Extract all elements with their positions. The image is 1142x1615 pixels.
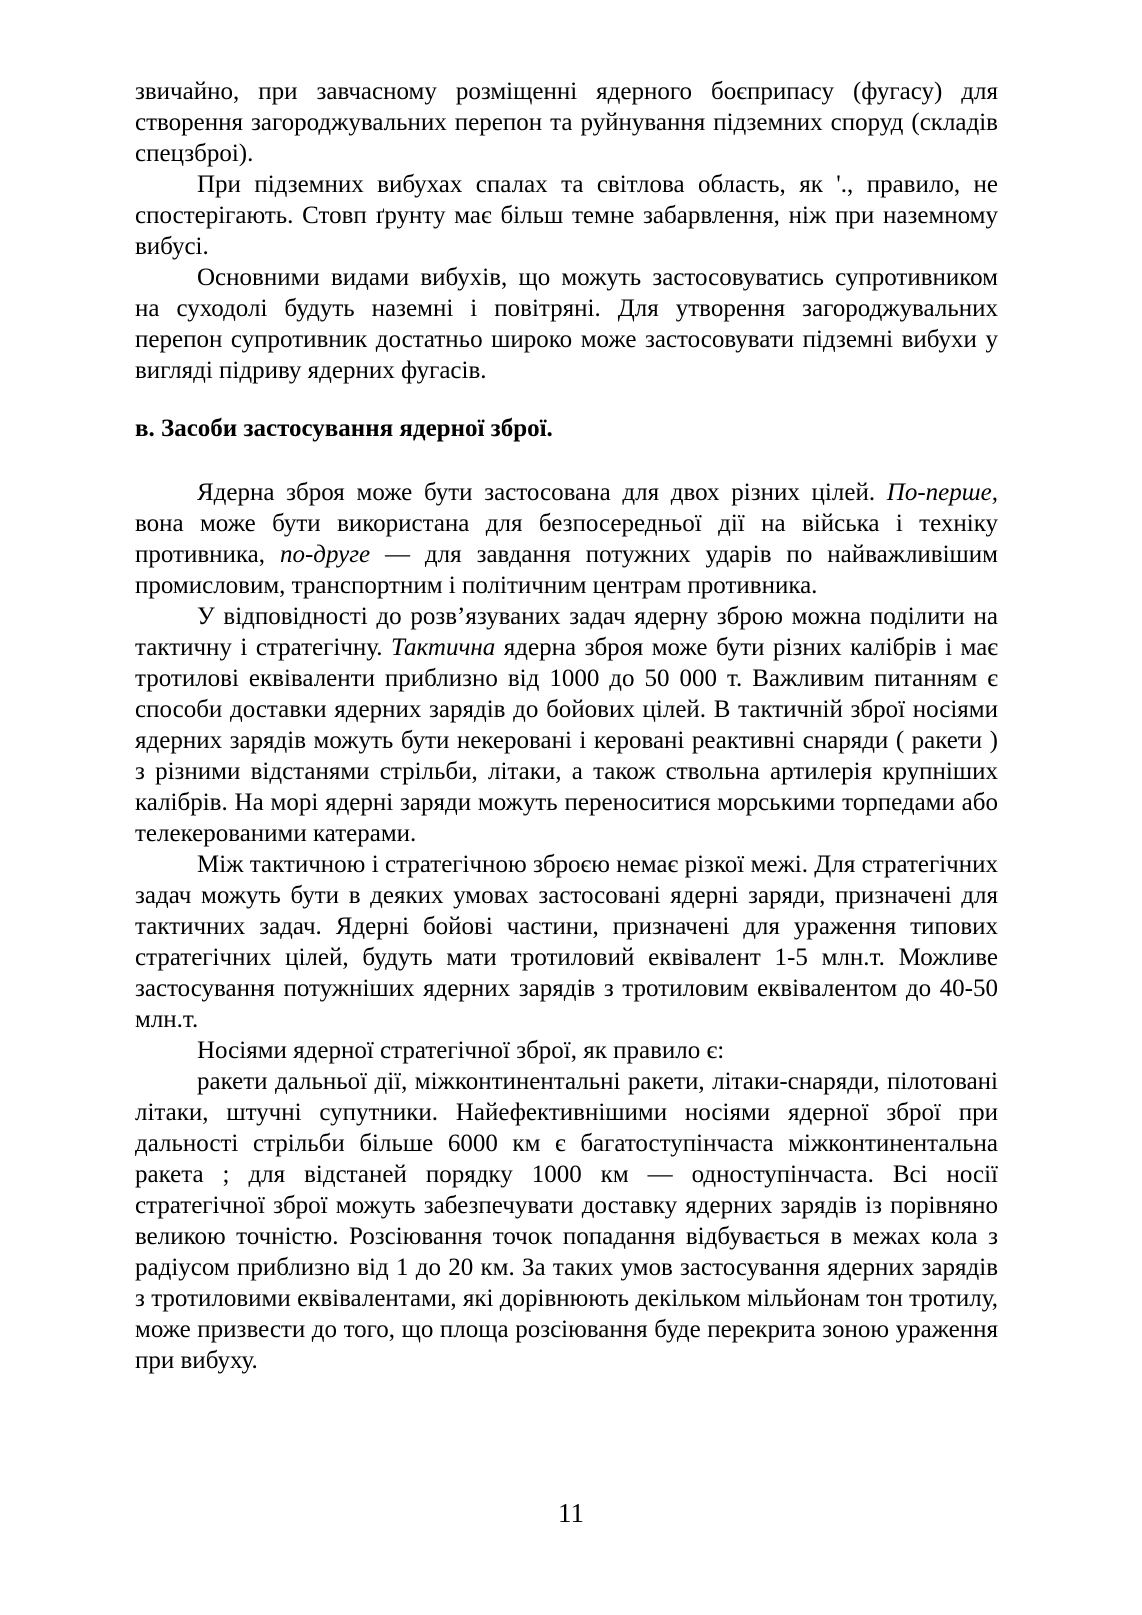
paragraph [135,601,998,849]
text-run: вона може бути використана для безпосередньої дії на війська і техніку противника, [135,510,998,568]
paragraph [135,1066,998,1376]
italic-text-run: Тактична [391,634,496,661]
paragraph [135,1035,998,1066]
text-run: — для завдання потужних ударів по найважливішим промисловим, транспортним і політичним центрам противника. [135,541,998,599]
text-run: При підземних вибухах спалах та світлова область, як '., правило, не спостерігають. Стовп ґрунту має більш темне забарвлення, ніж при наземному вибусі. [135,171,998,260]
italic-text-run: по-друге [279,541,371,568]
section-heading [135,413,998,444]
paragraph [135,169,998,262]
paragraph [135,477,998,601]
document-body [135,76,998,1376]
text-run: в. Засоби застосування ядерної зброї. [135,415,553,442]
paragraph [135,849,998,1035]
text-run: звичайно, при завчасному розміщенні ядерного боєприпасу (фугасу) для створення загороджувальних перепон та руйнування підземних споруд (складів спецзброі). [135,78,998,167]
text-run: Носіями ядерної стратегічної зброї, як правило є: [197,1037,725,1064]
text-run: ядерна зброя може бути різних калібрів і має тротилові еквіваленти приблизно від 1000 до 50 000 т. Важливим питанням є способи доставки ядерних зарядів до бойових цілей. В тактичній зброї носіями ядерних зарядів можуть бути некеровані і керовані реактивні снаряди ( ракети ) з різними відстанями стрільби, літаки, а також ствольна артилерія крупніших калібрів. На морі ядерні заряди можуть переноситися морськими торпедами або телекерованими катерами. [135,634,998,847]
italic-text-run: По-перше, [886,479,998,506]
text-run: У відповідності до розв’язуваних задач ядерну зброю можна поділити на тактичну і стратегічну. [135,603,998,661]
text-run: Між тактичною і стратегічною зброєю немає різкої межі. Для стратегічних задач можуть бути в деяких умовах застосовані ядерні заряди, призначені для тактичних задач. Ядерні бойові частини, призначені для ураження типових стратегічних цілей, будуть мати тротиловий еквівалент 1-5 млн.т. Можливе застосування потужніших ядерних зарядів з тротиловим еквівалентом до 40-50 млн.т. [135,851,998,1033]
text-run: Основними видами вибухів, що можуть застосовуватись супротивником на суходолі будуть наземні і повітряні. Для утворення загороджувальних перепон супротивник достатньо широко може застосовувати підземні вибухи у вигляді підриву ядерних фугасів. [135,264,998,384]
paragraph [135,76,998,169]
page-number: 11 [558,1498,584,1528]
text-run: Ядерна зброя може бути застосована для двох різних цілей. [197,479,887,506]
paragraph [135,262,998,386]
text-run: ракети дальньої дії, міжконтинентальні ракети, літаки-снаряди, пілотовані літаки, штучні супутники. Найефективнішими носіями ядерної зброї при дальності стрільби більше 6000 км є багатоступінчаста міжконтинентальна ракета ; для відстаней порядку 1000 км — одноступінчаста. Всі носії стратегічної зброї можуть забезпечувати доставку ядерних зарядів із порівняно великою точністю. Розсіювання точок попадання відбувається в межах кола з радіусом приблизно від 1 до 20 км. За таких умов застосування ядерних зарядів з тротиловими еквівалентами, які дорівнюють декільком мільйонам тон тротилу, може призвести до того, що площа розсіювання буде перекрита зоною ураження при вибуху. [135,1068,998,1374]
